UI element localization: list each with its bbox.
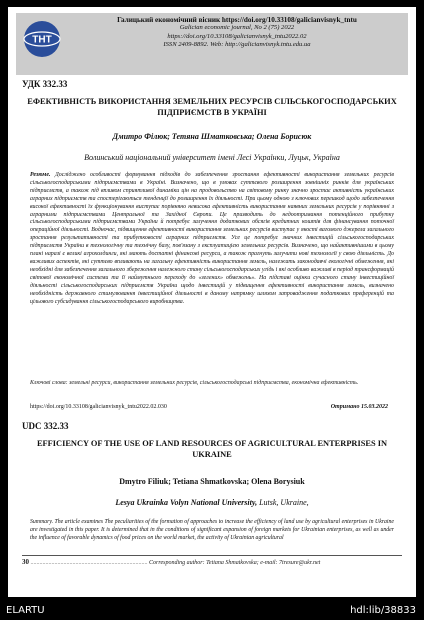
viewer-bottom-bar (0, 597, 424, 620)
affiliation-en (22, 498, 402, 507)
repository-name: ELARTU (6, 605, 45, 616)
keywords-label: Ключові слова: (30, 380, 68, 386)
journal-header (16, 13, 408, 75)
abstract-uk (30, 172, 394, 306)
article-doi[interactable]: https://doi.org/10.33108/galicianvisnyk_tntu2022.02.030 (30, 404, 167, 410)
udc-en: UDC 332.33 (22, 421, 69, 431)
handle-id[interactable]: hdl:lib/38833 (350, 605, 416, 616)
authors-uk: Дмитро Філюк; Тетяна Шматковська; Олена Борисюк (112, 132, 312, 141)
udc-uk: УДК 332.33 (22, 79, 68, 89)
footer-divider (22, 555, 402, 556)
corresponding-author: Corresponding author: Tetiana Shmatkovska; e-mail: 7tresure@ukr.net (149, 560, 321, 566)
title-en: EFFICIENCY OF THE USE OF LAND RESOURCES OF AGRICULTURAL ENTERPRISES IN UKRAINE (36, 439, 388, 459)
journal-issue: Galician economic journal, No 2 (75) 2022 (179, 24, 295, 32)
article-doi-line (30, 404, 394, 410)
abstract-text: Досліджено особливості формування підходів до забезпечення зростання ефективності використання земельних ресурсів сільськогосподарськими підприємствами в Україні. Визначено, що в умовах суттєвого розширення зовнішніх ринків для українських підприємств, а також під впливом сприятливої динаміки цін на продовольство на світовому ринку значно зростає активність українських аграрних підприємств та спостерігаються тенденції до розширення їх діяльності. При цьому одною з ключових перешкод щодо забезпечення високої ефективності їх функціонування виступає порівняно невисока ефективність використання наявних земельних ресурсів у порівнянні з аграрними підприємствами Центральної та Західної Європи. Це призводить до недоотримання потенційного прибутку сільськогосподарськими підприємствами України й потребує залучення додаткових обсягів кредитних коштів для фінансування поточної операційної діяльності. Водночас, підвищення ефективності використання земельних ресурсів виступає у якості вагомого джерела загального зростання результативності та прибутковості аграрних підприємств. Усе це потребує значних інвестицій сільськогосподарських підприємств України в технологічну та технічну базу, пов'язану з експлуатацією земельних ресурсів. Визначено, що найактивнішими в цьому плані наразі є великі агрохолдинги, які мають достатні фінансові ресурси, а також прагнуть залучити нові технології у свою діяльність. До важливих аспектів, які суттєво впливають на загальну ефективність використання земель, належать законодавчі екологічні обмеження, які необхідні для забезпечення загального збереження належного стану сільськогосподарських угідь і які особливо важливі в період трансформацій світової економічної системи та її наймутнього переходу до «зелених» обмежень». На підставі оцінки сучасного стану інвестиційної діяльності сільськогосподарських підприємств України щодо інвестицій у підвищення ефективності використання земель, визначено необхідність державного стимулювання інвестиційної діяльності в даному напрямку шляхом запровадження податкових преференцій та цільового субсидування сільськогосподарського виробництва. (30, 172, 394, 305)
page-footer: 30 .............................................................................. Corresponding author: Tetiana Shmatkovska; e-mail: 7tresure@ukr.net (22, 558, 321, 566)
issue-doi[interactable]: https://doi.org/10.33108/galicianvisnyk_tntu2022.02 (167, 32, 307, 40)
journal-logo-icon (22, 19, 62, 59)
keywords-text: земельні ресурси, використання земельних ресурсів, сільськогосподарські підприємства, економічна ефективність. (69, 380, 359, 386)
issn-web: ISSN 2409-8892. Web: http://galicianvisnyk.tntu.edu.ua (163, 41, 311, 49)
document-page (8, 7, 416, 597)
page-number: 30 (22, 558, 29, 566)
summary-en: Summary. The article examines The peculiarities of the formation of approaches to increase the efficiency of land use by agricultural enterprises in Ukraine are investigated in this paper. It is determined that in the conditions of significant expansion of foreign markets for Ukrainian enterprises, as well as under the influence of favorable dynamics of food prices on the world market, the activity of Ukrainian agricultural (30, 519, 394, 541)
abstract-label: Резюме. (30, 172, 51, 178)
journal-name: Галицький економічний вісник https://doi.org/10.33108/galicianvisnyk_tntu (117, 16, 357, 24)
logo-text: ТНТ (32, 34, 52, 46)
received-date: Отримано 15.03.2022 (330, 404, 388, 410)
affiliation-en-city: Lutsk, Ukraine, (257, 498, 309, 507)
affiliation-en-name: Lesya Ukrainka Volyn National University, (115, 498, 258, 507)
keywords-uk (30, 380, 394, 388)
authors-en: Dmytro Filiuk; Tetiana Shmatkovska; Olena Borysiuk (119, 477, 305, 486)
affiliation-uk: Волинський національний університет імені Лесі Українки, Луцьк, Україна (84, 153, 340, 162)
title-uk: ЕФЕКТИВНІСТЬ ВИКОРИСТАННЯ ЗЕМЕЛЬНИХ РЕСУРСІВ СІЛЬСЬКОГОСПОДАРСЬКИХ ПІДПРИЄМСТВ В УКРАЇНІ (27, 97, 397, 117)
